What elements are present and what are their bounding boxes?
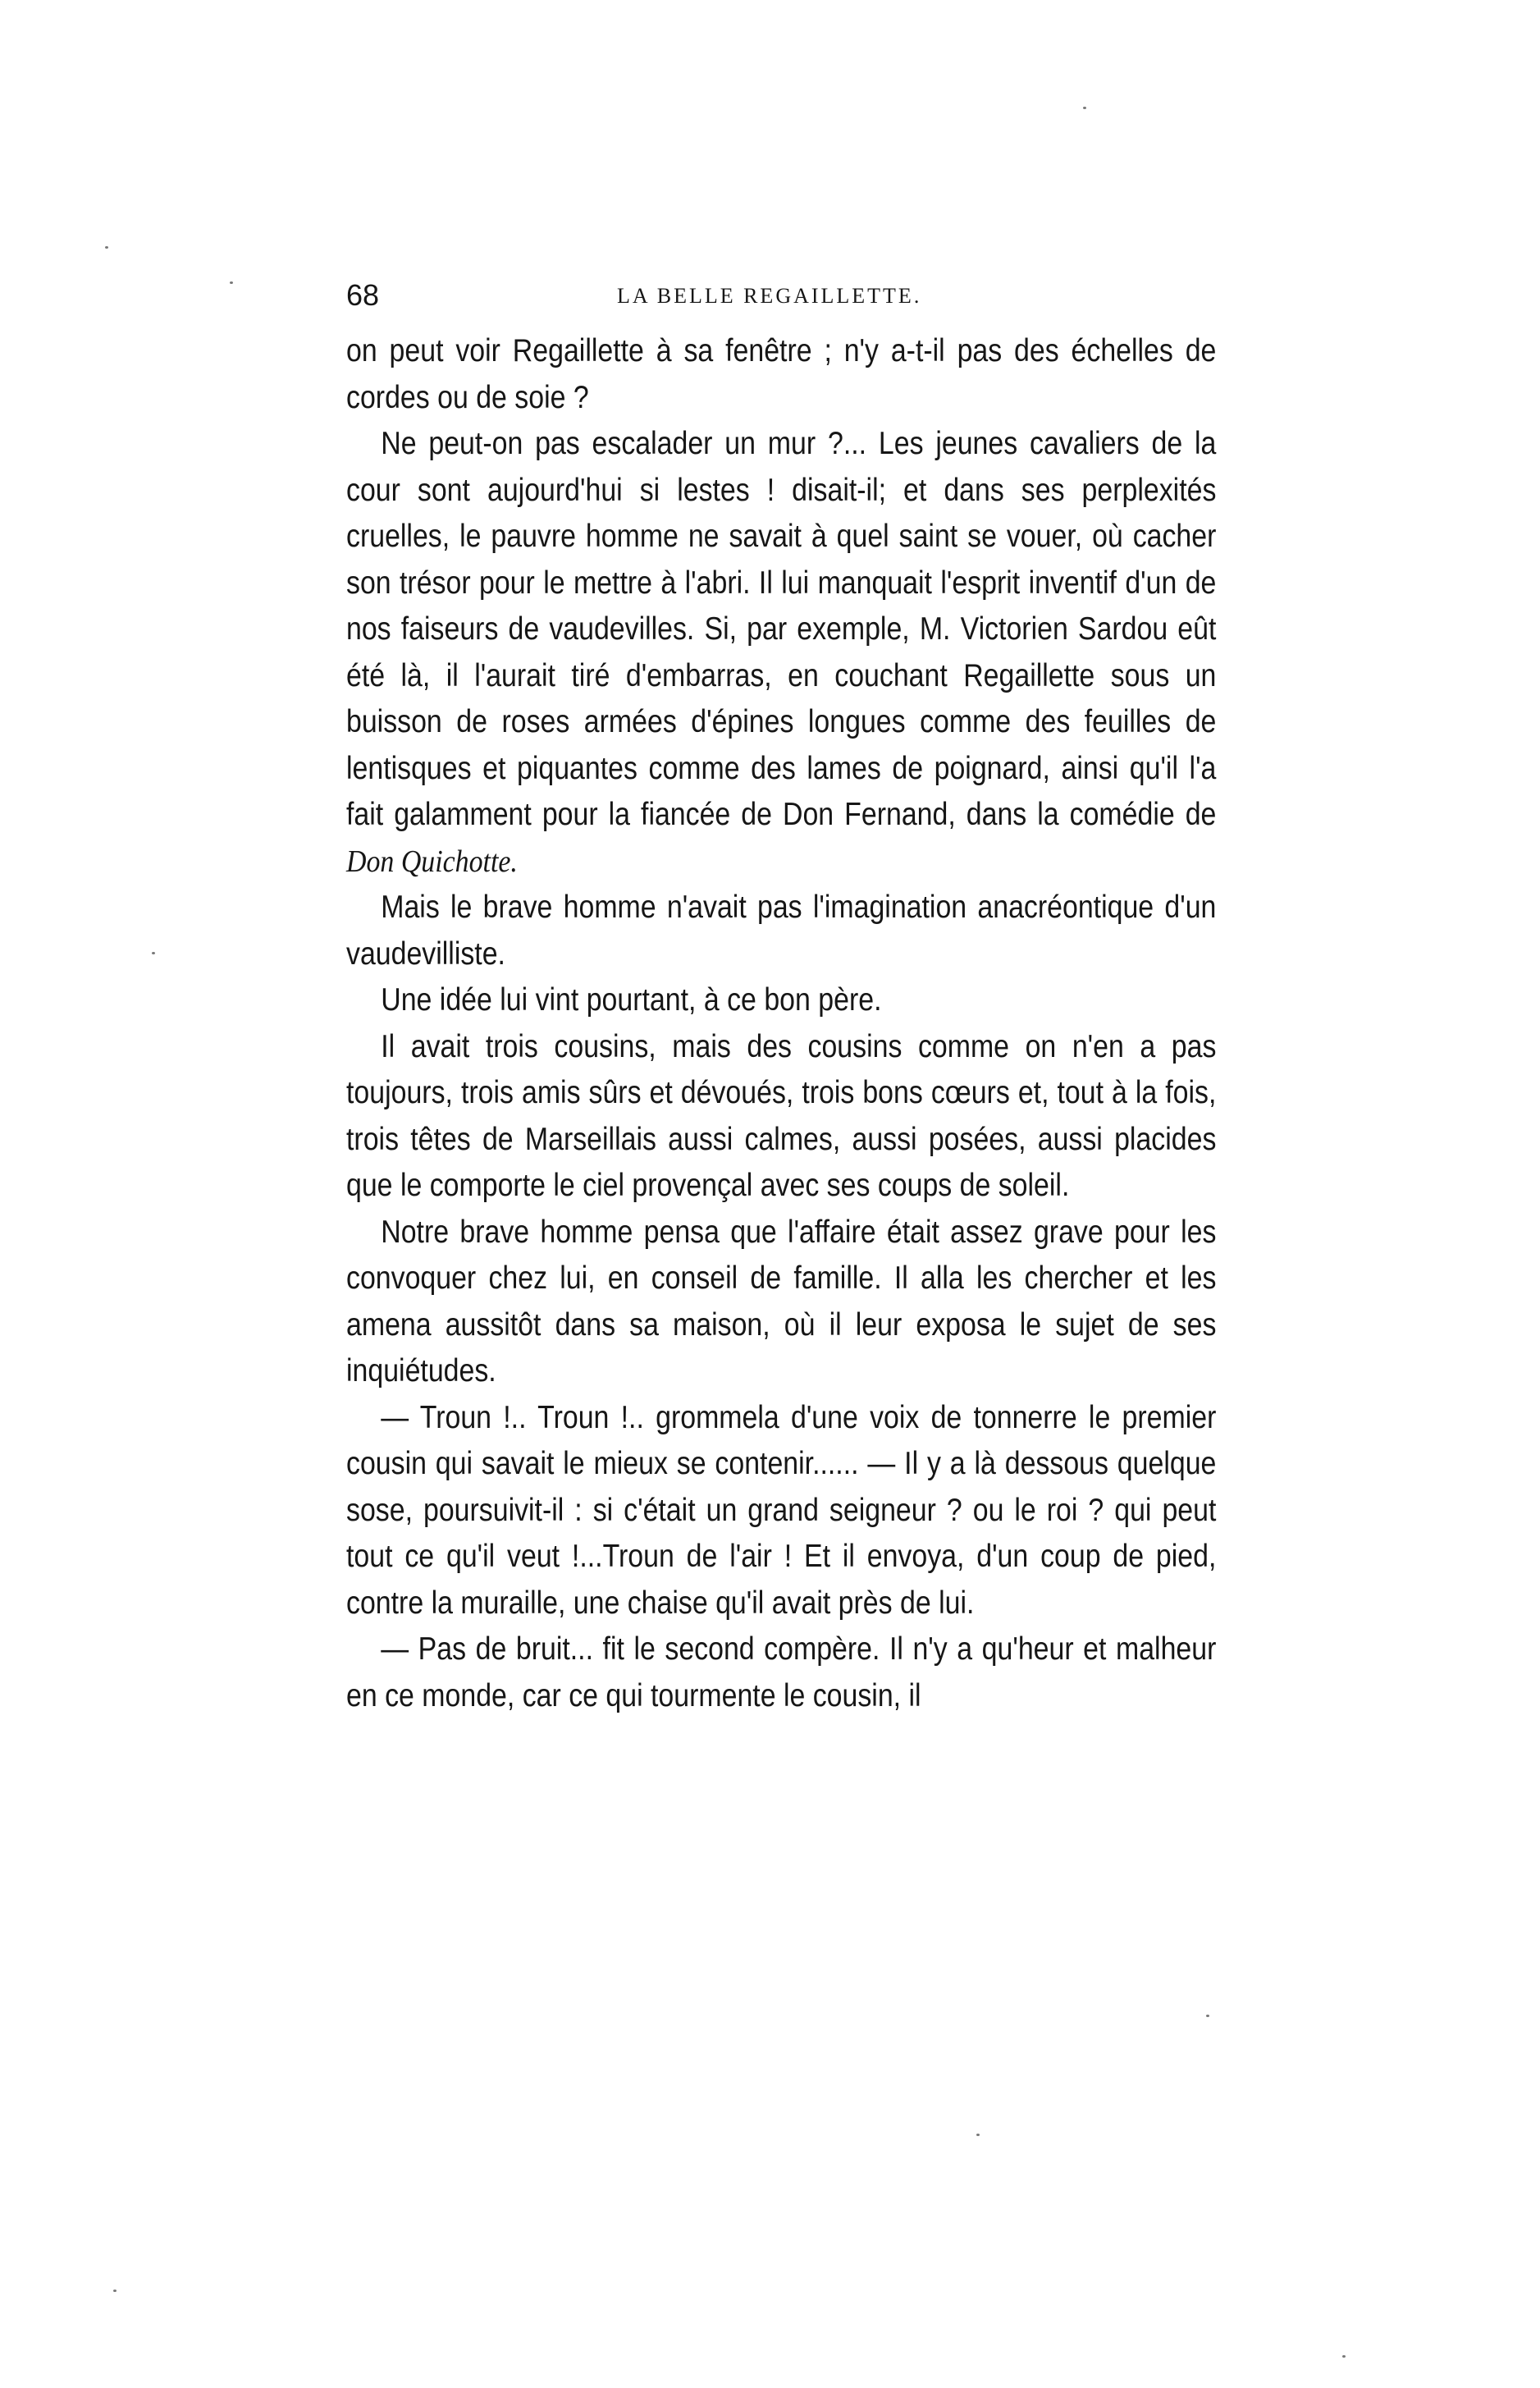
paragraph-text: Mais le brave homme n'avait pas l'imagination anacréontique d'un vaudevilliste. bbox=[346, 890, 1217, 972]
scan-speck bbox=[1083, 107, 1086, 109]
scan-speck bbox=[105, 246, 108, 249]
scan-speck bbox=[113, 2290, 117, 2292]
paragraph-text: on peut voir Regaillette à sa fenêtre ; n'y a-t-il pas des échelles de cordes ou de soie ? bbox=[346, 333, 1217, 415]
paragraph bbox=[346, 421, 1216, 885]
paragraph-text: — Troun !.. Troun !.. grommela d'une voix de tonnerre le premier cousin qui savait le mieux se contenir...... — Il y a là dessous quelque sose, poursuivit-il : si c'était un grand seigneur ? ou le roi ? qui peut tout ce qu'il veut !...Troun de l'air ! Et il envoya, d'un coup de pied, contre la muraille, une chaise qu'il avait près de lui. bbox=[346, 1399, 1217, 1621]
scan-speck bbox=[1206, 2015, 1209, 2017]
paragraph bbox=[346, 1210, 1216, 1395]
paragraph bbox=[346, 885, 1216, 977]
italic-title: Don Quichotte. bbox=[346, 844, 518, 879]
body-text bbox=[346, 328, 1216, 1719]
page-header bbox=[346, 275, 1216, 316]
paragraph bbox=[346, 328, 1216, 421]
running-title: LA BELLE REGAILLETTE. bbox=[617, 284, 922, 308]
paragraph-text: Notre brave homme pensa que l'affaire était assez grave pour les convoquer chez lui, en conseil de famille. Il alla les chercher et les amena aussitôt dans sa maison, où il leur exposa le sujet de ses inquiétudes. bbox=[346, 1214, 1217, 1388]
paragraph-text: Ne peut-on pas escalader un mur ?... Les jeunes cavaliers de la cour sont aujourd'hui si lestes ! disait-il; et dans ses perplexités cruelles, le pauvre homme ne savait à quel saint se vouer, où cacher son trésor pour le mettre à l'abri. Il lui manquait l'esprit inventif d'un de nos faiseurs de vaudevilles. Si, par exemple, M. Victorien Sardou eût été là, il l'aurait tiré d'embarras, en couchant Regaillette sous un buisson de roses armées d'épines longues comme des feuilles de lentisques et piquantes comme des lames de poignard, ainsi qu'il l'a fait galamment pour la fiancée de Don Fernand, dans la comédie de bbox=[346, 426, 1217, 832]
page-number: 68 bbox=[346, 278, 380, 312]
paragraph bbox=[346, 977, 1216, 1024]
scan-speck bbox=[1342, 2355, 1346, 2358]
paragraph bbox=[346, 1395, 1216, 1627]
scan-speck bbox=[152, 952, 155, 954]
scan-speck bbox=[230, 281, 233, 284]
paragraph bbox=[346, 1626, 1216, 1719]
scan-speck bbox=[976, 2134, 980, 2136]
paragraph-text: Il avait trois cousins, mais des cousins comme on n'en a pas toujours, trois amis sûrs et dévoués, trois bons cœurs et, tout à la fois, trois têtes de Marseillais aussi calmes, aussi posées, aussi placides que le comporte le ciel provençal avec ses coups de soleil. bbox=[346, 1028, 1217, 1203]
paragraph-text: Une idée lui vint pourtant, à ce bon père. bbox=[381, 982, 882, 1018]
paragraph bbox=[346, 1024, 1216, 1210]
paragraph-text: — Pas de bruit... fit le second compère. Il n'y a qu'heur et malheur en ce monde, car ce qui tourmente le cousin, il bbox=[346, 1631, 1217, 1713]
